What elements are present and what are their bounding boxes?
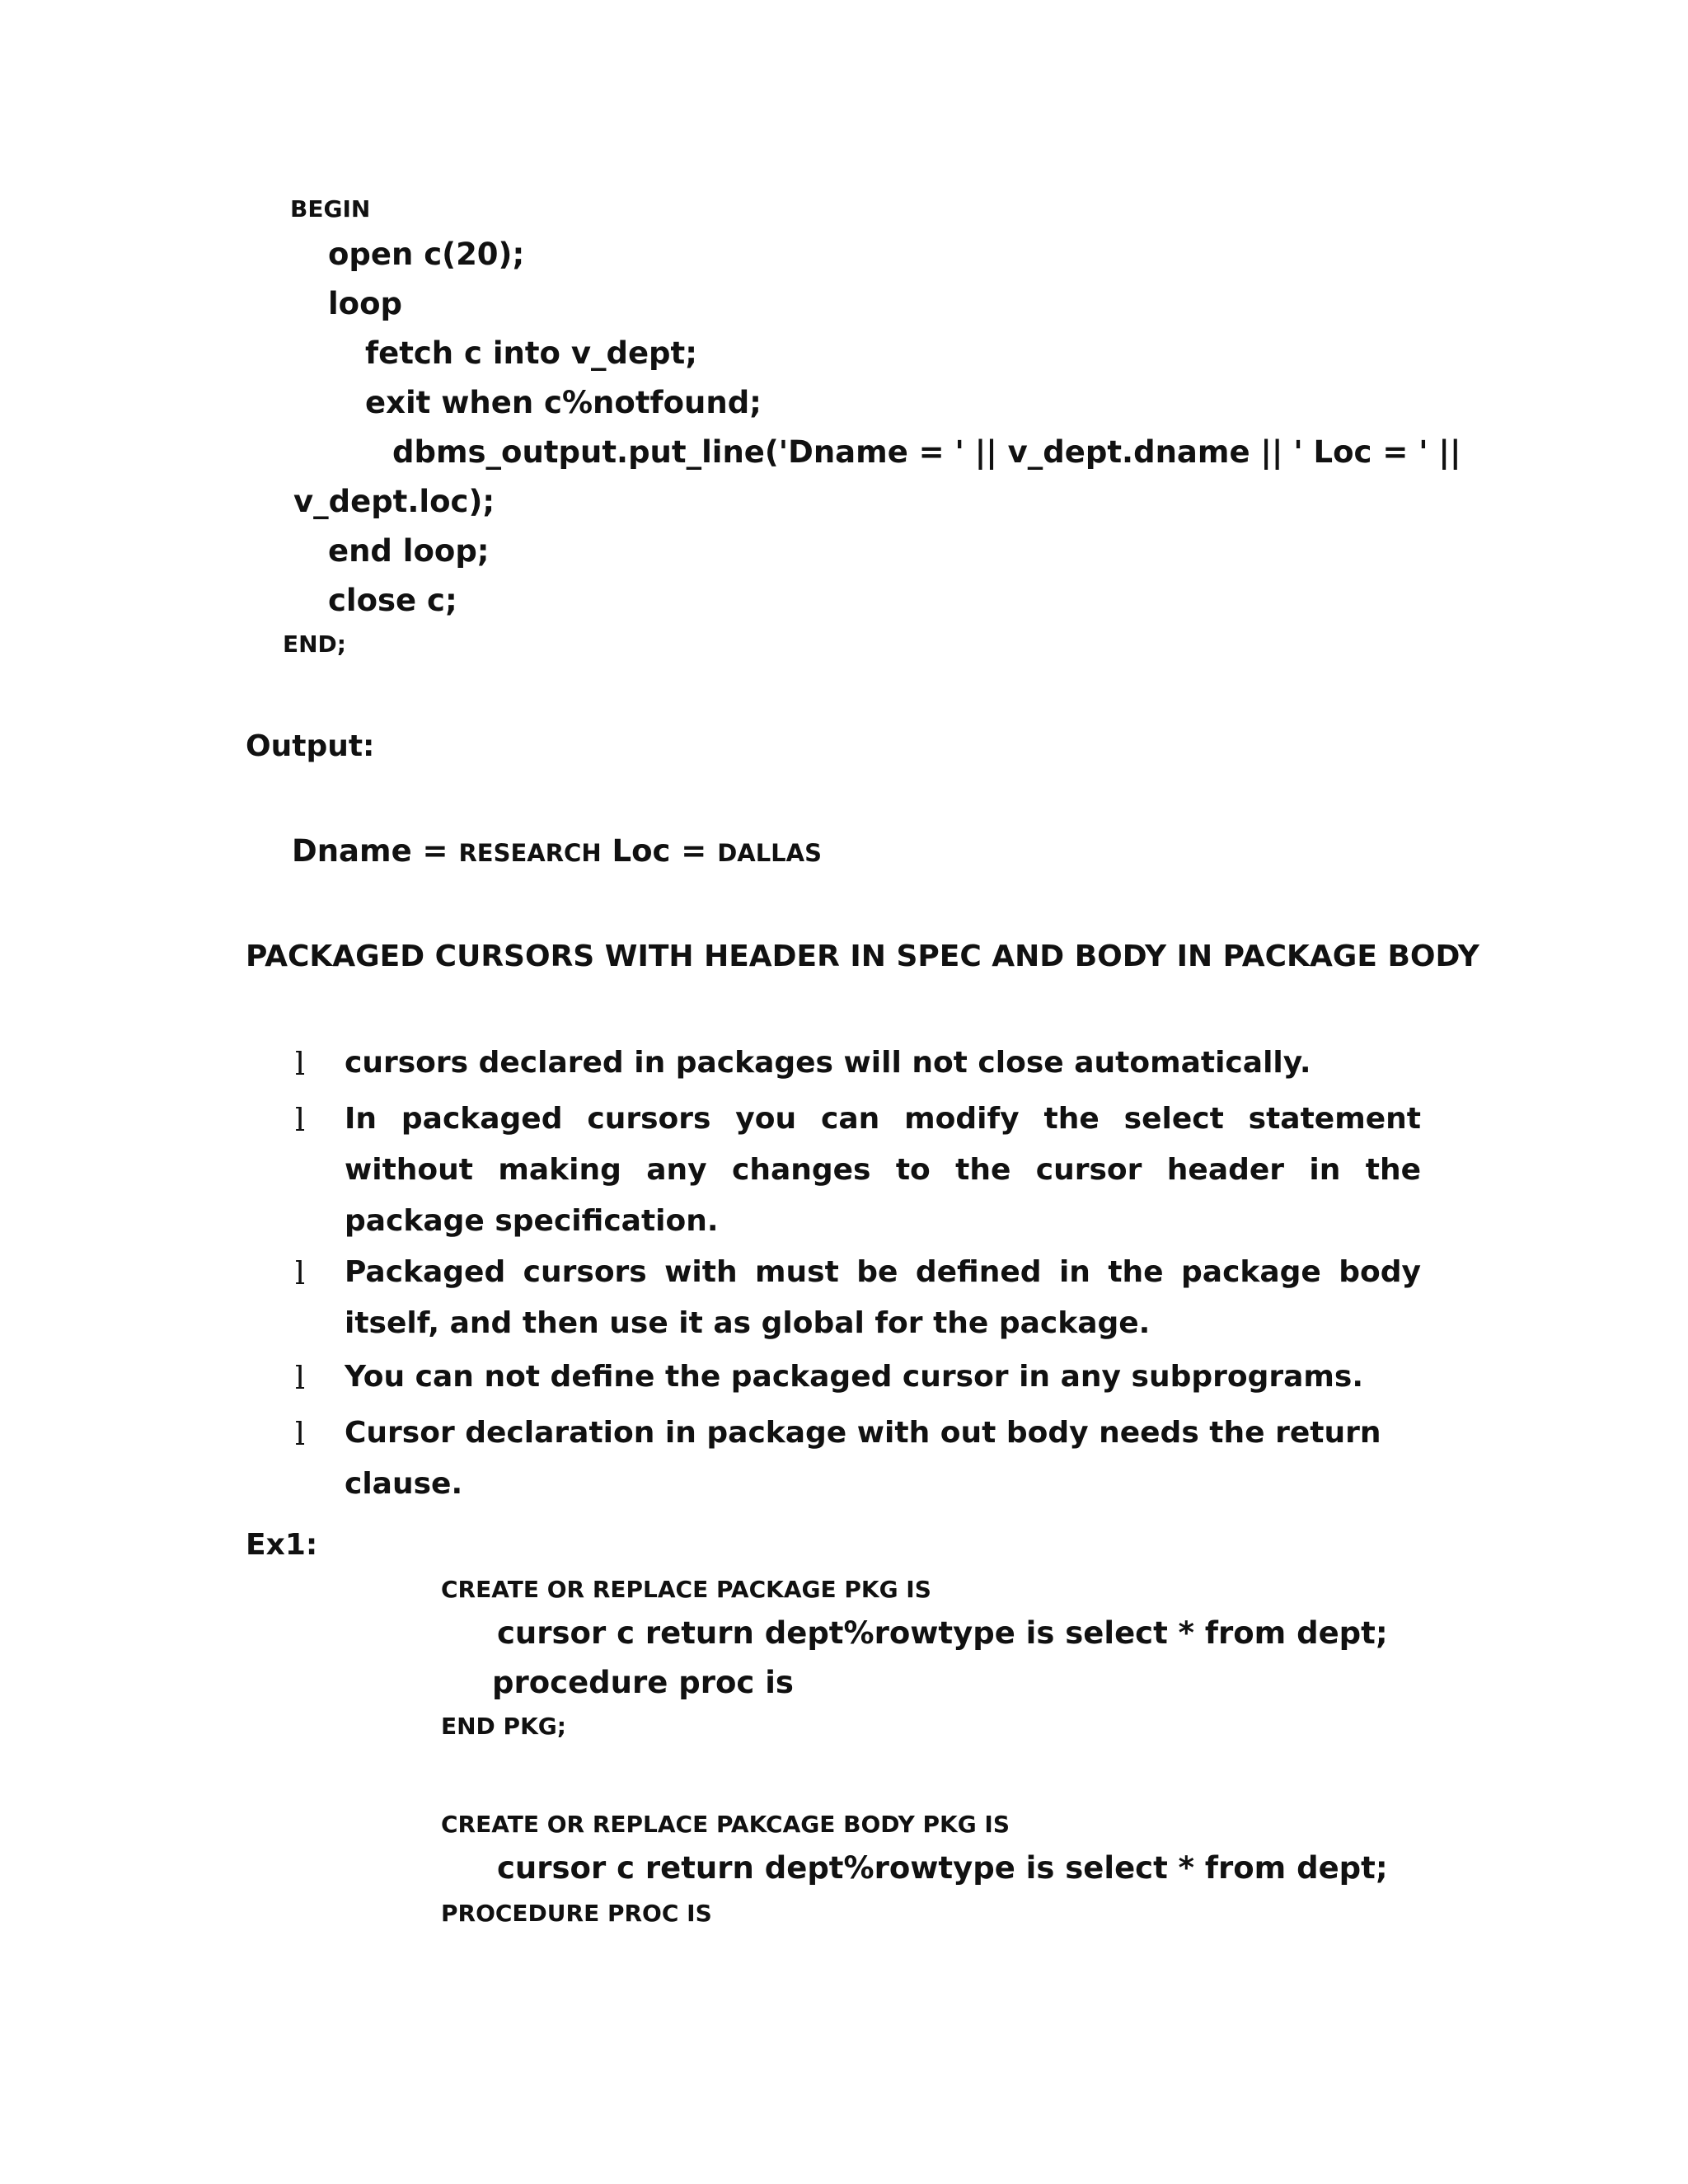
code-line: dbms_output.put_line('Dname = ' || v_dept.dname || ' Loc = ' || xyxy=(392,434,1461,470)
example-label: Ex1: xyxy=(246,1528,318,1562)
section-title: PACKAGED CURSORS WITH HEADER IN SPEC AND BODY IN PACKAGE BODY xyxy=(246,940,1479,973)
bullet-text: In packaged cursors you can modify the select statement without making any changes to the cursor header in the package specification. xyxy=(345,1102,1421,1238)
bullet-text: You can not define the packaged cursor in any subprograms. xyxy=(345,1360,1364,1394)
bullet-icon: l xyxy=(295,1102,306,1138)
output-label: Output: xyxy=(246,729,375,763)
bullet-icon: l xyxy=(295,1416,306,1452)
bullet-text: Packaged cursors with must be defined in the package body itself, and then use it as global for the package. xyxy=(345,1255,1421,1340)
code-line: end loop; xyxy=(328,533,490,569)
spec-cursor-line: cursor c return dept%rowtype is select * from dept; xyxy=(497,1615,1388,1651)
body-header: CREATE OR REPLACE PAKCAGE BODY PKG IS xyxy=(441,1811,1010,1838)
dname-label: Dname = xyxy=(292,833,459,869)
spec-header: CREATE OR REPLACE PACKAGE PKG IS xyxy=(441,1576,931,1603)
bullet-icon: l xyxy=(295,1255,306,1291)
code-end: END; xyxy=(283,630,346,658)
dname-value: RESEARCH xyxy=(458,839,602,867)
spec-procedure-line: procedure proc is xyxy=(492,1665,794,1700)
bullet-text: Cursor declaration in package with out body needs the return clause. xyxy=(345,1416,1381,1501)
bullet-icon: l xyxy=(295,1046,306,1082)
code-line: fetch c into v_dept; xyxy=(365,335,698,371)
loc-label: Loc = xyxy=(601,833,718,869)
loc-value: DALLAS xyxy=(717,839,822,867)
code-line: v_dept.loc); xyxy=(293,484,495,519)
code-line: close c; xyxy=(328,583,457,618)
bullet-text: cursors declared in packages will not close automatically. xyxy=(345,1046,1311,1080)
code-line: exit when c%notfound; xyxy=(365,385,762,420)
spec-end: END PKG; xyxy=(441,1713,566,1740)
body-procedure-line: PROCEDURE PROC IS xyxy=(441,1900,712,1927)
bullet-icon: l xyxy=(295,1360,306,1396)
code-line: open c(20); xyxy=(328,237,525,272)
code-begin: BEGIN xyxy=(290,195,371,223)
output-result xyxy=(292,833,822,869)
code-line: loop xyxy=(328,286,403,321)
body-cursor-line: cursor c return dept%rowtype is select * from dept; xyxy=(497,1850,1388,1886)
